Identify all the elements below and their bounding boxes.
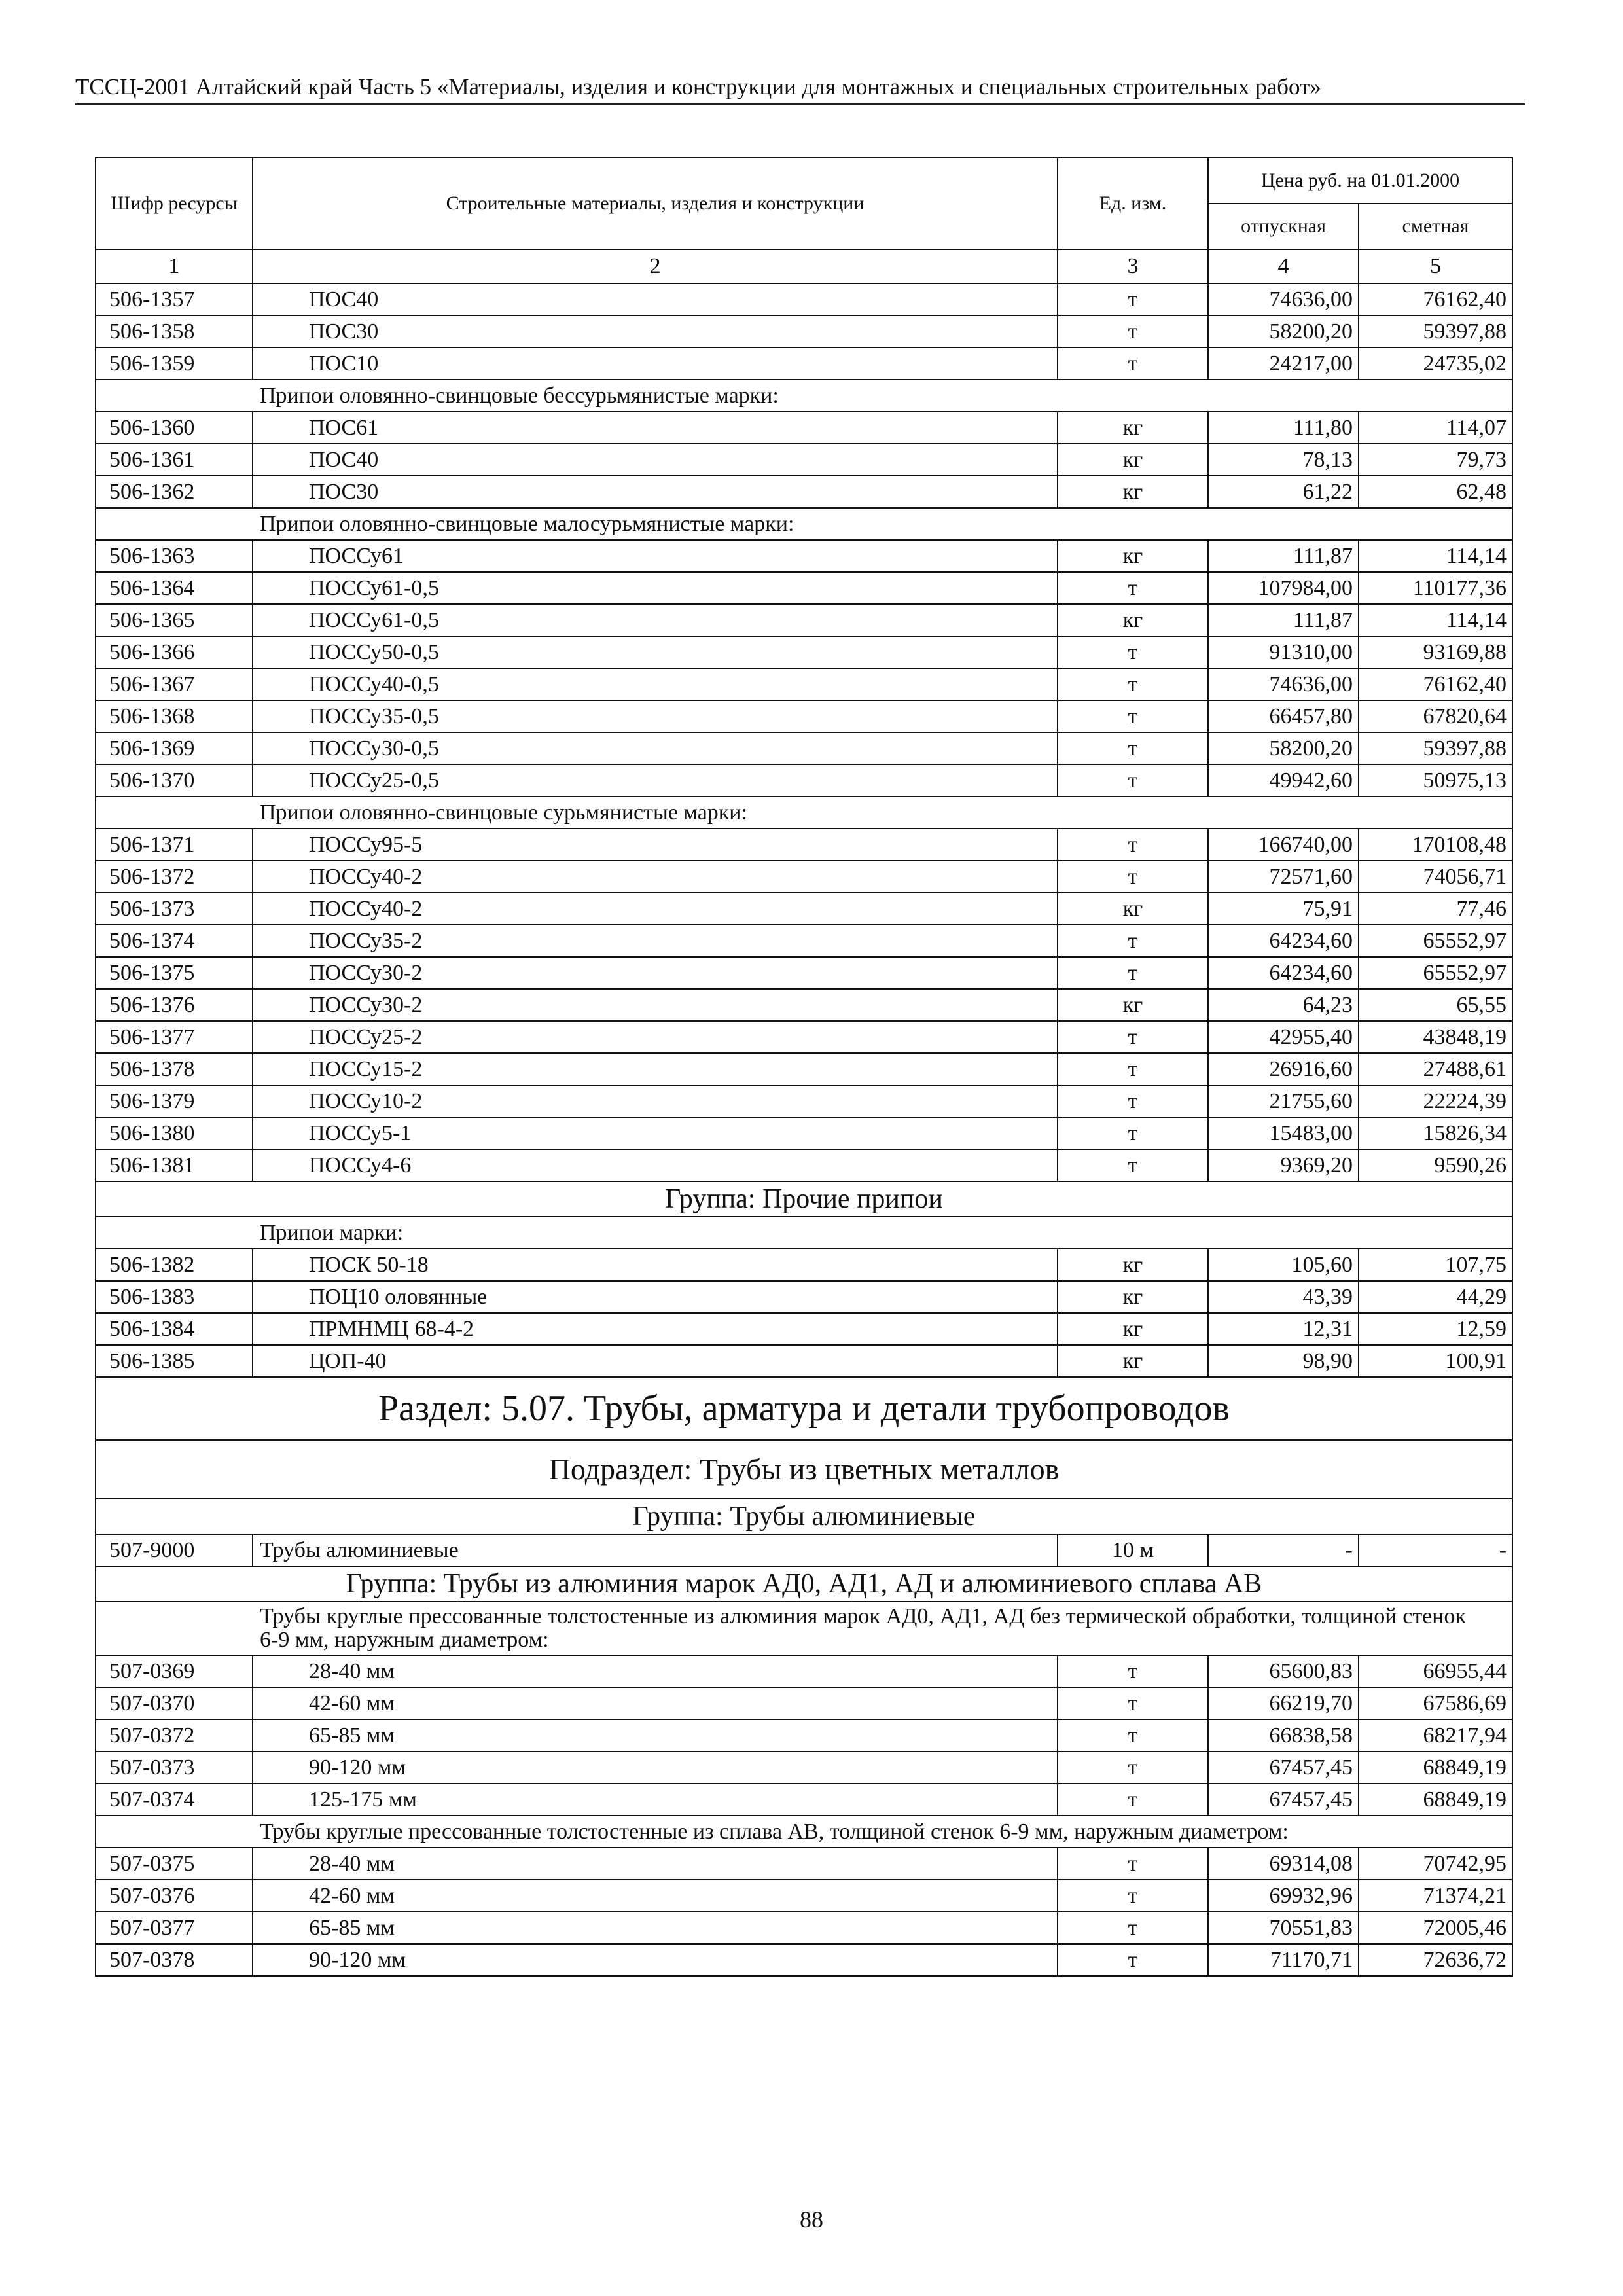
estimate-price: 114,07	[1359, 412, 1512, 444]
resource-name: ПОССу40-0,5	[253, 668, 1058, 700]
table-row	[96, 893, 1512, 925]
unit: кг	[1058, 1313, 1208, 1345]
resource-code: 507-0378	[96, 1944, 253, 1976]
header-name: Строительные материалы, изделия и конструкции	[253, 158, 1058, 249]
section-title: Раздел: 5.07. Трубы, арматура и детали трубопроводов	[96, 1377, 1512, 1440]
release-price: 64,23	[1208, 989, 1359, 1021]
unit: кг	[1058, 1249, 1208, 1281]
resource-name: ПОССу40-2	[253, 893, 1058, 925]
unit: т	[1058, 957, 1208, 989]
release-price: 70551,83	[1208, 1912, 1359, 1944]
release-price: 21755,60	[1208, 1085, 1359, 1117]
release-price: 66219,70	[1208, 1687, 1359, 1719]
unit: т	[1058, 636, 1208, 668]
resource-code: 507-0372	[96, 1719, 253, 1751]
table-row	[96, 412, 1512, 444]
estimate-price: 67820,64	[1359, 700, 1512, 732]
resource-name: 90-120 мм	[253, 1944, 1058, 1976]
estimate-price: 79,73	[1359, 444, 1512, 476]
release-price: 24217,00	[1208, 348, 1359, 380]
resource-name: ПОССу61-0,5	[253, 572, 1058, 604]
unit: т	[1058, 764, 1208, 797]
resource-code: 506-1367	[96, 668, 253, 700]
table-row	[96, 283, 1512, 315]
estimate-price: 100,91	[1359, 1345, 1512, 1377]
subheading-row	[96, 1217, 1512, 1249]
subheading-text: Припои марки:	[96, 1217, 1512, 1249]
resource-code: 506-1383	[96, 1281, 253, 1313]
resource-name: ПОССу30-0,5	[253, 732, 1058, 764]
release-price: 67457,45	[1208, 1751, 1359, 1784]
table-row	[96, 1021, 1512, 1053]
resource-name: ПОС30	[253, 476, 1058, 508]
table-row	[96, 444, 1512, 476]
unit: кг	[1058, 989, 1208, 1021]
table-row	[96, 1281, 1512, 1313]
estimate-price: 114,14	[1359, 604, 1512, 636]
unit: кг	[1058, 444, 1208, 476]
release-price: 67457,45	[1208, 1784, 1359, 1816]
release-price: 49942,60	[1208, 764, 1359, 797]
unit: т	[1058, 1687, 1208, 1719]
unit: т	[1058, 700, 1208, 732]
resource-code: 506-1368	[96, 700, 253, 732]
resource-name: ПОССу30-2	[253, 989, 1058, 1021]
resource-name: ПОССу61-0,5	[253, 604, 1058, 636]
resource-code: 506-1375	[96, 957, 253, 989]
group-row	[96, 1181, 1512, 1217]
resource-code: 506-1362	[96, 476, 253, 508]
group-title: Группа: Трубы из алюминия марок АД0, АД1, АД и алюминиевого сплава АВ	[96, 1566, 1512, 1602]
unit: кг	[1058, 1345, 1208, 1377]
unit: т	[1058, 348, 1208, 380]
resource-name: ПОС40	[253, 444, 1058, 476]
resource-name: ПОССу35-2	[253, 925, 1058, 957]
resource-name: 125-175 мм	[253, 1784, 1058, 1816]
estimate-price: 68849,19	[1359, 1784, 1512, 1816]
unit: т	[1058, 1944, 1208, 1976]
resource-code: 507-0377	[96, 1912, 253, 1944]
resource-name: 90-120 мм	[253, 1751, 1058, 1784]
subheading-row	[96, 508, 1512, 540]
unit: т	[1058, 668, 1208, 700]
table-row	[96, 604, 1512, 636]
group-row	[96, 1499, 1512, 1534]
table-row	[96, 1149, 1512, 1181]
resource-code: 506-1358	[96, 315, 253, 348]
table-row	[96, 540, 1512, 572]
column-number: 2	[253, 249, 1058, 283]
resource-code: 506-1379	[96, 1085, 253, 1117]
table-row	[96, 861, 1512, 893]
estimate-price: 9590,26	[1359, 1149, 1512, 1181]
release-price: 15483,00	[1208, 1117, 1359, 1149]
release-price: 111,80	[1208, 412, 1359, 444]
estimate-price: 68849,19	[1359, 1751, 1512, 1784]
resource-name: ПОЦ10 оловянные	[253, 1281, 1058, 1313]
release-price: 58200,20	[1208, 732, 1359, 764]
resource-name: 42-60 мм	[253, 1880, 1058, 1912]
release-price: 74636,00	[1208, 668, 1359, 700]
subheading-text: Трубы круглые прессованные толстостенные из алюминия марок АД0, АД1, АД без термической обработки, толщиной стенок 6-9 мм, наружным диаметром:	[96, 1602, 1512, 1655]
subheading-text: Припои оловянно-свинцовые сурьмянистые марки:	[96, 797, 1512, 829]
estimate-price: 66955,44	[1359, 1655, 1512, 1687]
column-number: 3	[1058, 249, 1208, 283]
resource-code: 506-1374	[96, 925, 253, 957]
release-price: 78,13	[1208, 444, 1359, 476]
resource-name: ПОС30	[253, 315, 1058, 348]
table-row	[96, 925, 1512, 957]
resource-name: Трубы алюминиевые	[253, 1534, 1058, 1566]
unit: кг	[1058, 540, 1208, 572]
release-price: 64234,60	[1208, 957, 1359, 989]
estimate-price: 72005,46	[1359, 1912, 1512, 1944]
release-price: 91310,00	[1208, 636, 1359, 668]
table-row	[96, 1117, 1512, 1149]
resource-code: 506-1385	[96, 1345, 253, 1377]
unit: т	[1058, 1751, 1208, 1784]
table-row	[96, 348, 1512, 380]
estimate-price: 65552,97	[1359, 957, 1512, 989]
resource-name: ПОС61	[253, 412, 1058, 444]
unit: т	[1058, 829, 1208, 861]
table-row	[96, 1085, 1512, 1117]
resource-name: ПОССу5-1	[253, 1117, 1058, 1149]
release-price: 42955,40	[1208, 1021, 1359, 1053]
release-price: 69932,96	[1208, 1880, 1359, 1912]
resource-name: ПОС40	[253, 283, 1058, 315]
group-title: Группа: Прочие припои	[96, 1181, 1512, 1217]
table-body	[96, 283, 1512, 1976]
resource-code: 507-0376	[96, 1880, 253, 1912]
resource-name: ПОССу25-0,5	[253, 764, 1058, 797]
release-price: 111,87	[1208, 540, 1359, 572]
table-row	[96, 1534, 1512, 1566]
subsection-row	[96, 1440, 1512, 1499]
unit: 10 м	[1058, 1534, 1208, 1566]
resource-name: ПОССу95-5	[253, 829, 1058, 861]
release-price: 58200,20	[1208, 315, 1359, 348]
resource-name: ПОС10	[253, 348, 1058, 380]
estimate-price: 76162,40	[1359, 283, 1512, 315]
estimate-price: 68217,94	[1359, 1719, 1512, 1751]
group-row	[96, 1566, 1512, 1602]
estimate-price: -	[1359, 1534, 1512, 1566]
table-row	[96, 476, 1512, 508]
release-price: 75,91	[1208, 893, 1359, 925]
resource-code: 506-1381	[96, 1149, 253, 1181]
resource-code: 507-0369	[96, 1655, 253, 1687]
header-unit: Ед. изм.	[1058, 158, 1208, 249]
resource-name: ПОССу61	[253, 540, 1058, 572]
unit: кг	[1058, 476, 1208, 508]
resource-name: ЦОП-40	[253, 1345, 1058, 1377]
running-header: ТССЦ-2001 Алтайский край Часть 5 «Материалы, изделия и конструкции для монтажных и специальных строительных работ»	[75, 73, 1525, 105]
unit: т	[1058, 1880, 1208, 1912]
unit: кг	[1058, 1281, 1208, 1313]
resource-code: 506-1372	[96, 861, 253, 893]
subheading-row	[96, 797, 1512, 829]
resource-code: 506-1361	[96, 444, 253, 476]
resource-code: 506-1380	[96, 1117, 253, 1149]
resource-code: 506-1377	[96, 1021, 253, 1053]
page-number: 88	[800, 2206, 823, 2233]
estimate-price: 93169,88	[1359, 636, 1512, 668]
resource-code: 507-0375	[96, 1848, 253, 1880]
resource-code: 506-1366	[96, 636, 253, 668]
table-row	[96, 1880, 1512, 1912]
table-row	[96, 957, 1512, 989]
estimate-price: 24735,02	[1359, 348, 1512, 380]
resource-code: 506-1360	[96, 412, 253, 444]
resource-code: 506-1364	[96, 572, 253, 604]
column-number: 4	[1208, 249, 1359, 283]
header-release-price: отпускная	[1208, 204, 1359, 249]
estimate-price: 77,46	[1359, 893, 1512, 925]
unit: т	[1058, 1655, 1208, 1687]
section-row	[96, 1377, 1512, 1440]
estimate-price: 59397,88	[1359, 732, 1512, 764]
header-code: Шифр ресурсы	[96, 158, 253, 249]
table-row	[96, 764, 1512, 797]
subheading-row	[96, 1816, 1512, 1848]
resource-code: 506-1357	[96, 283, 253, 315]
table-row	[96, 1719, 1512, 1751]
resource-code: 506-1373	[96, 893, 253, 925]
estimate-price: 70742,95	[1359, 1848, 1512, 1880]
release-price: 65600,83	[1208, 1655, 1359, 1687]
resource-name: 65-85 мм	[253, 1912, 1058, 1944]
estimate-price: 76162,40	[1359, 668, 1512, 700]
table-row	[96, 732, 1512, 764]
unit: т	[1058, 732, 1208, 764]
column-number: 1	[96, 249, 253, 283]
table-row	[96, 700, 1512, 732]
unit: т	[1058, 925, 1208, 957]
release-price: 74636,00	[1208, 283, 1359, 315]
resource-code: 506-1371	[96, 829, 253, 861]
estimate-price: 71374,21	[1359, 1880, 1512, 1912]
release-price: 12,31	[1208, 1313, 1359, 1345]
resource-code: 506-1359	[96, 348, 253, 380]
resource-name: ПОССу10-2	[253, 1085, 1058, 1117]
release-price: 69314,08	[1208, 1848, 1359, 1880]
release-price: 105,60	[1208, 1249, 1359, 1281]
column-number: 5	[1359, 249, 1512, 283]
release-price: -	[1208, 1534, 1359, 1566]
table-row	[96, 1345, 1512, 1377]
table-row	[96, 1912, 1512, 1944]
subheading-text: Трубы круглые прессованные толстостенные из сплава АВ, толщиной стенок 6-9 мм, наружным диаметром:	[96, 1816, 1512, 1848]
estimate-price: 170108,48	[1359, 829, 1512, 861]
unit: т	[1058, 1149, 1208, 1181]
table-row	[96, 668, 1512, 700]
estimate-price: 12,59	[1359, 1313, 1512, 1345]
estimate-price: 114,14	[1359, 540, 1512, 572]
table-row	[96, 315, 1512, 348]
table-row	[96, 636, 1512, 668]
unit: т	[1058, 1848, 1208, 1880]
resource-name: ПОССу25-2	[253, 1021, 1058, 1053]
price-table	[95, 157, 1513, 1977]
unit: т	[1058, 572, 1208, 604]
table-row	[96, 1848, 1512, 1880]
unit: т	[1058, 1784, 1208, 1816]
unit: т	[1058, 1117, 1208, 1149]
table-row	[96, 1655, 1512, 1687]
unit: т	[1058, 1021, 1208, 1053]
unit: т	[1058, 1912, 1208, 1944]
resource-code: 506-1370	[96, 764, 253, 797]
header-estimate-price: сметная	[1359, 204, 1512, 249]
subheading-text: Припои оловянно-свинцовые малосурьмянистые марки:	[96, 508, 1512, 540]
release-price: 98,90	[1208, 1345, 1359, 1377]
release-price: 72571,60	[1208, 861, 1359, 893]
unit: т	[1058, 315, 1208, 348]
resource-code: 507-0374	[96, 1784, 253, 1816]
unit: т	[1058, 861, 1208, 893]
group-title: Группа: Трубы алюминиевые	[96, 1499, 1512, 1534]
resource-code: 506-1378	[96, 1053, 253, 1085]
resource-name: ПОСК 50-18	[253, 1249, 1058, 1281]
release-price: 107984,00	[1208, 572, 1359, 604]
estimate-price: 72636,72	[1359, 1944, 1512, 1976]
unit: кг	[1058, 893, 1208, 925]
resource-name: 42-60 мм	[253, 1687, 1058, 1719]
estimate-price: 44,29	[1359, 1281, 1512, 1313]
resource-name: ПОССу35-0,5	[253, 700, 1058, 732]
subheading-row	[96, 1602, 1512, 1655]
resource-code: 506-1365	[96, 604, 253, 636]
estimate-price: 74056,71	[1359, 861, 1512, 893]
estimate-price: 65,55	[1359, 989, 1512, 1021]
release-price: 64234,60	[1208, 925, 1359, 957]
unit: т	[1058, 1053, 1208, 1085]
table-row	[96, 1784, 1512, 1816]
table-row	[96, 1751, 1512, 1784]
table-row	[96, 989, 1512, 1021]
header-price-group: Цена руб. на 01.01.2000	[1208, 158, 1512, 204]
resource-name: ПРМНМЦ 68-4-2	[253, 1313, 1058, 1345]
table-row	[96, 1313, 1512, 1345]
estimate-price: 59397,88	[1359, 315, 1512, 348]
resource-code: 506-1376	[96, 989, 253, 1021]
table-row	[96, 1687, 1512, 1719]
release-price: 61,22	[1208, 476, 1359, 508]
resource-code: 507-0373	[96, 1751, 253, 1784]
resource-name: 65-85 мм	[253, 1719, 1058, 1751]
subsection-title: Подраздел: Трубы из цветных металлов	[96, 1440, 1512, 1499]
resource-name: ПОССу40-2	[253, 861, 1058, 893]
estimate-price: 43848,19	[1359, 1021, 1512, 1053]
resource-code: 506-1369	[96, 732, 253, 764]
estimate-price: 22224,39	[1359, 1085, 1512, 1117]
estimate-price: 107,75	[1359, 1249, 1512, 1281]
estimate-price: 110177,36	[1359, 572, 1512, 604]
table-row	[96, 1944, 1512, 1976]
table-row	[96, 572, 1512, 604]
release-price: 9369,20	[1208, 1149, 1359, 1181]
unit: т	[1058, 1719, 1208, 1751]
estimate-price: 27488,61	[1359, 1053, 1512, 1085]
resource-code: 506-1363	[96, 540, 253, 572]
estimate-price: 67586,69	[1359, 1687, 1512, 1719]
resource-name: 28-40 мм	[253, 1848, 1058, 1880]
release-price: 26916,60	[1208, 1053, 1359, 1085]
unit: кг	[1058, 412, 1208, 444]
resource-name: ПОССу15-2	[253, 1053, 1058, 1085]
subheading-text: Припои оловянно-свинцовые бессурьмянистые марки:	[96, 380, 1512, 412]
unit: кг	[1058, 604, 1208, 636]
resource-code: 507-0370	[96, 1687, 253, 1719]
table-row	[96, 829, 1512, 861]
release-price: 66457,80	[1208, 700, 1359, 732]
unit: т	[1058, 1085, 1208, 1117]
release-price: 66838,58	[1208, 1719, 1359, 1751]
release-price: 166740,00	[1208, 829, 1359, 861]
estimate-price: 15826,34	[1359, 1117, 1512, 1149]
estimate-price: 62,48	[1359, 476, 1512, 508]
estimate-price: 50975,13	[1359, 764, 1512, 797]
resource-name: ПОССу50-0,5	[253, 636, 1058, 668]
release-price: 43,39	[1208, 1281, 1359, 1313]
release-price: 71170,71	[1208, 1944, 1359, 1976]
resource-code: 507-9000	[96, 1534, 253, 1566]
table-row	[96, 1249, 1512, 1281]
resource-code: 506-1382	[96, 1249, 253, 1281]
resource-name: ПОССу30-2	[253, 957, 1058, 989]
estimate-price: 65552,97	[1359, 925, 1512, 957]
table-row	[96, 1053, 1512, 1085]
resource-name: 28-40 мм	[253, 1655, 1058, 1687]
resource-code: 506-1384	[96, 1313, 253, 1345]
subheading-row	[96, 380, 1512, 412]
release-price: 111,87	[1208, 604, 1359, 636]
resource-name: ПОССу4-6	[253, 1149, 1058, 1181]
unit: т	[1058, 283, 1208, 315]
